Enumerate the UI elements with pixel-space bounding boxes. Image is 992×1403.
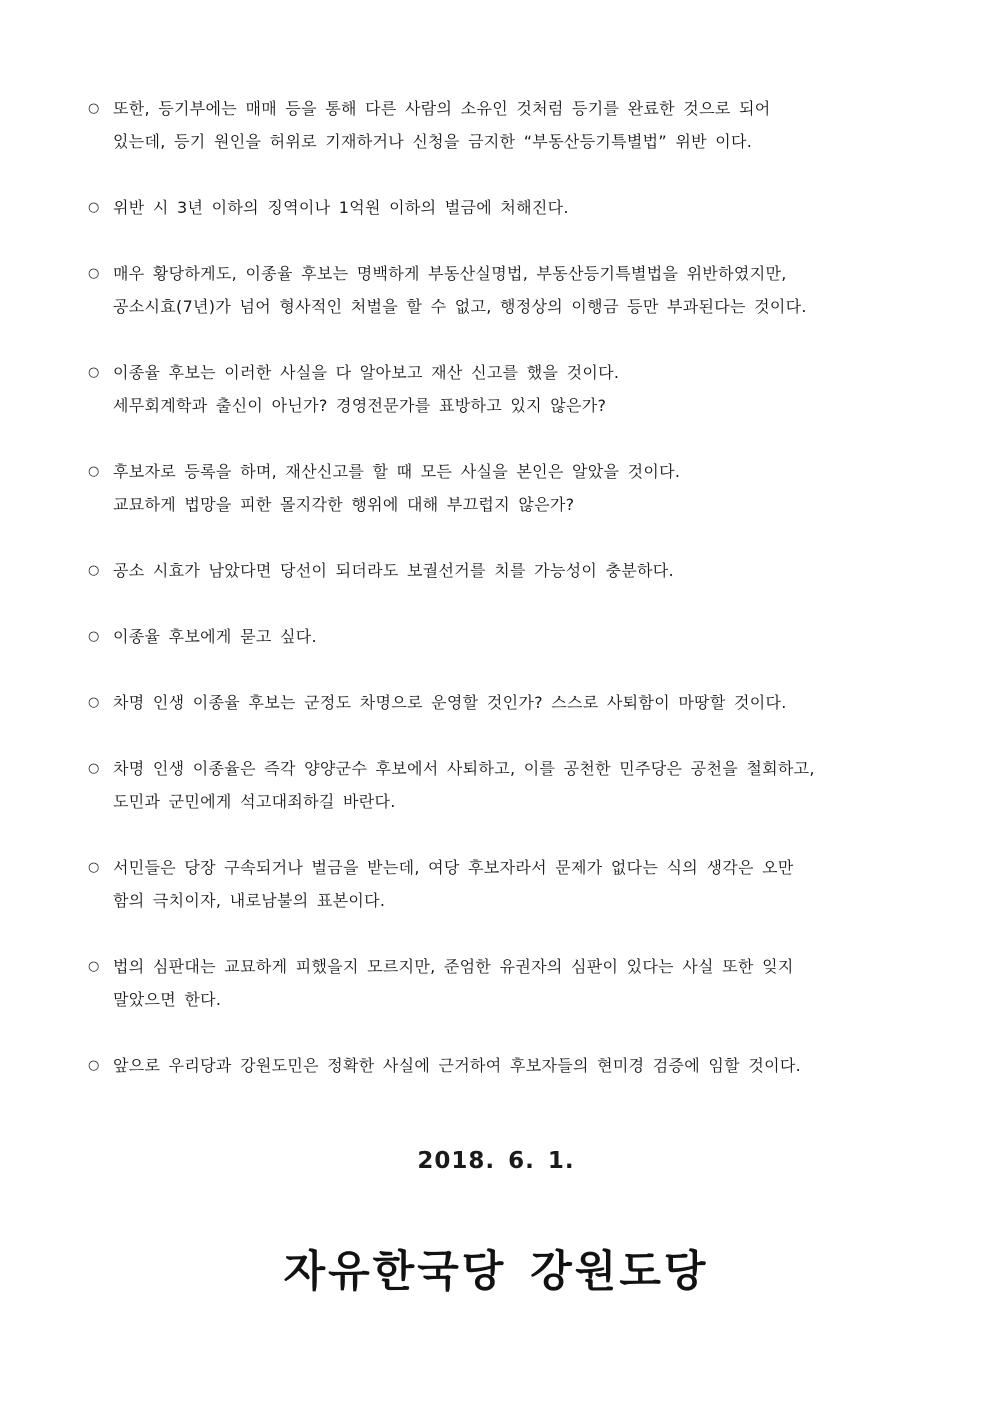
statement-paragraph [88,455,910,521]
paragraph-line: 위반 시 3년 이하의 징역이나 1억원 이하의 벌금에 처해진다. [113,198,569,217]
paragraph-line: 공소시효(7년)가 넘어 형사적인 처벌을 할 수 없고, 행정상의 이행금 등만 부과된다는 것이다. [113,297,807,316]
circle-bullet-icon: ○ [88,101,100,116]
paragraph-line: 도민과 군민에게 석고대죄하길 바란다. [113,792,396,811]
paragraph-line: 법의 심판대는 교묘하게 피했을지 모르지만, 준엄한 유권자의 심판이 있다는 사실 또한 잊지 [113,957,794,976]
paragraph-line: 또한, 등기부에는 매매 등을 통해 다른 사람의 소유인 것처럼 등기를 완료한 것으로 되어 [113,99,771,118]
statement-paragraph [88,554,910,587]
circle-bullet-icon: ○ [88,365,100,380]
circle-bullet-icon: ○ [88,200,100,215]
statement-paragraph [88,1049,910,1082]
paragraph-line: 함의 극치이자, 내로남불의 표본이다. [113,891,386,910]
circle-bullet-icon: ○ [88,959,100,974]
paragraph-line: 차명 인생 이종율은 즉각 양양군수 후보에서 사퇴하고, 이를 공천한 민주당은 공천을 철회하고, [113,759,815,778]
statement-paragraph [88,356,910,422]
circle-bullet-icon: ○ [88,464,100,479]
paragraph-line: 후보자로 등록을 하며, 재산신고를 할 때 모든 사실을 본인은 알았을 것이다. [113,462,681,481]
statement-paragraph [88,191,910,224]
statement-date: 2018. 6. 1. [417,1148,575,1174]
paragraph-line: 세무회계학과 출신이 아닌가? 경영전문가를 표방하고 있지 않은가? [113,396,607,415]
paragraph-line: 이종율 후보는 이러한 사실을 다 알아보고 재산 신고를 했을 것이다. [113,363,620,382]
circle-bullet-icon: ○ [88,266,100,281]
statement-paragraph [88,851,910,917]
paragraph-line: 있는데, 등기 원인을 허위로 기재하거나 신청을 금지한 “부동산등기특별법” 위반 이다. [113,132,753,151]
paragraph-line: 이종율 후보에게 묻고 싶다. [113,627,317,646]
paragraph-line: 차명 인생 이종율 후보는 군정도 차명으로 운영할 것인가? 스스로 사퇴함이 마땅할 것이다. [113,693,787,712]
statement-paragraph [88,620,910,653]
statement-list [88,92,910,1115]
paragraph-line: 공소 시효가 남았다면 당선이 되더라도 보궐선거를 치를 가능성이 충분하다. [113,561,674,580]
statement-paragraph [88,950,910,1016]
circle-bullet-icon: ○ [88,1058,100,1073]
circle-bullet-icon: ○ [88,860,100,875]
circle-bullet-icon: ○ [88,629,100,644]
paragraph-line: 매우 황당하게도, 이종율 후보는 명백하게 부동산실명법, 부동산등기특별법을 위반하였지만, [113,264,787,283]
statement-paragraph [88,752,910,818]
statement-paragraph [88,257,910,323]
paragraph-line: 교묘하게 법망을 피한 몰지각한 행위에 대해 부끄럽지 않은가? [113,495,575,514]
paragraph-line: 앞으로 우리당과 강원도민은 정확한 사실에 근거하여 후보자들의 현미경 검증에 임할 것이다. [113,1056,801,1075]
circle-bullet-icon: ○ [88,563,100,578]
circle-bullet-icon: ○ [88,695,100,710]
statement-paragraph [88,92,910,158]
paragraph-line: 서민들은 당장 구속되거나 벌금을 받는데, 여당 후보자라서 문제가 없다는 식의 생각은 오만 [113,858,794,877]
statement-paragraph [88,686,910,719]
organization-name: 자유한국당 강원도당 [283,1247,709,1297]
circle-bullet-icon: ○ [88,761,100,776]
paragraph-line: 말았으면 한다. [113,990,222,1009]
